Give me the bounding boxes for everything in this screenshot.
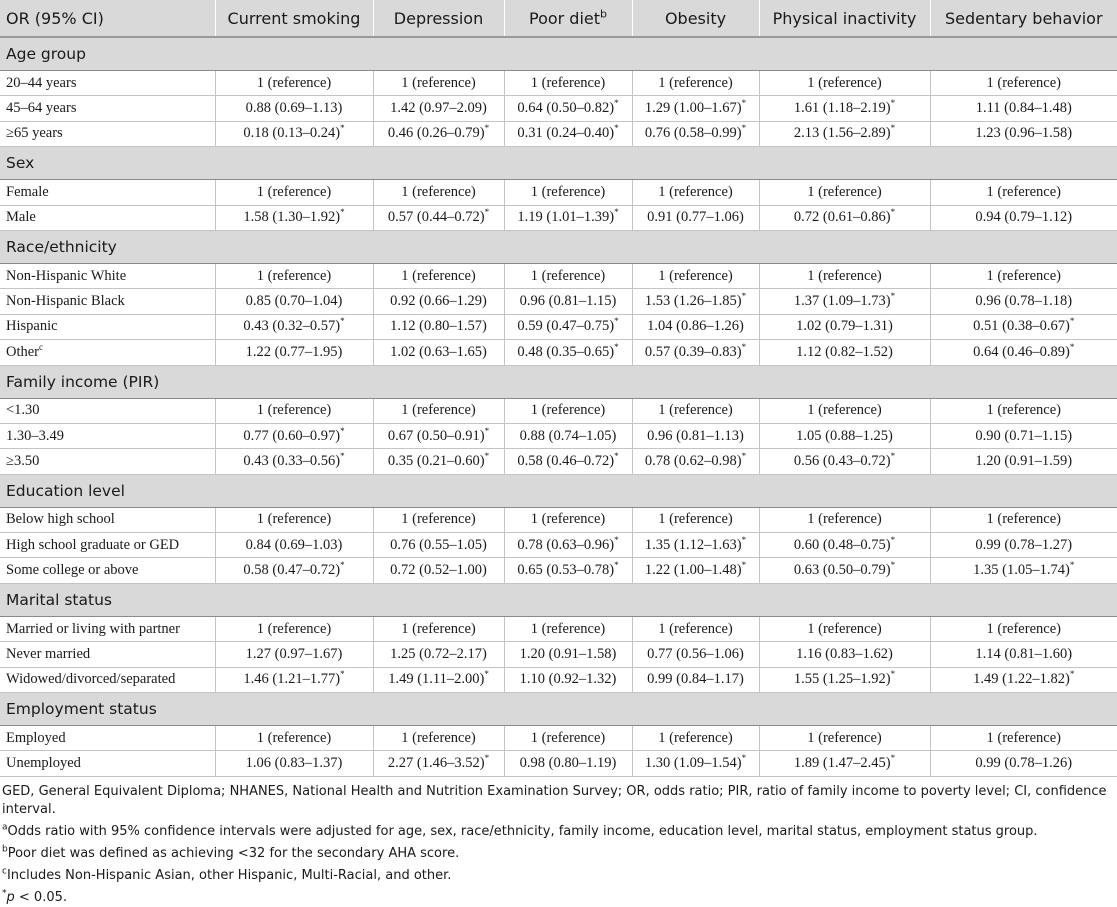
significance-mark: * xyxy=(340,425,345,436)
row-label: Female xyxy=(0,180,215,205)
table-cell: 1 (reference) xyxy=(373,398,504,423)
table-cell: 0.63 (0.50–0.79)* xyxy=(759,558,930,583)
footnote-a: $^a$Odds ratio with 95% confidence intervals were adjusted for age, sex, race/ethnicity, family income, education level, marital status, employment status group. xyxy=(2,822,1038,839)
table-cell: 2.13 (1.56–2.89)* xyxy=(759,121,930,146)
row-label: Other$^c$ xyxy=(0,340,215,365)
table-row xyxy=(0,71,1117,96)
table-cell: 0.57 (0.39–0.83)* xyxy=(632,340,759,365)
significance-mark: * xyxy=(741,451,747,462)
table-row xyxy=(0,263,1117,288)
table-cell: 1 (reference) xyxy=(215,263,373,288)
significance-mark: * xyxy=(340,669,345,680)
table-cell: 1.22 (0.77–1.95) xyxy=(215,340,373,365)
footnote-abbreviations: GED, General Equivalent Diploma; NHANES, National Health and Nutrition Examination Survey; OR, odds ratio; PIR, ratio of family income to poverty level; CI, confidence interval. xyxy=(2,783,1107,817)
table-cell: 0.18 (0.13–0.24)* xyxy=(215,121,373,146)
group-title: Race/ethnicity xyxy=(0,230,1117,263)
table-cell: 0.65 (0.53–0.78)* xyxy=(504,558,632,583)
table-cell: 1.02 (0.79–1.31) xyxy=(759,314,930,339)
table-cell: 1 (reference) xyxy=(632,71,759,96)
significance-mark: * xyxy=(614,316,619,327)
table-cell: 1.12 (0.80–1.57) xyxy=(373,314,504,339)
table-row xyxy=(0,449,1117,474)
significance-mark: * xyxy=(484,123,490,134)
table-row xyxy=(0,205,1117,230)
table-cell: 1.29 (1.00–1.67)* xyxy=(632,96,759,121)
significance-mark: * xyxy=(741,123,747,134)
table-row xyxy=(0,533,1117,558)
table-cell: 1.05 (0.88–1.25) xyxy=(759,423,930,448)
table-cell: 1.46 (1.21–1.77)* xyxy=(215,667,373,692)
table-cell: 0.99 (0.78–1.27) xyxy=(930,533,1117,558)
significance-mark: * xyxy=(741,534,747,545)
table-cell: 1 (reference) xyxy=(373,263,504,288)
group-header-row xyxy=(0,365,1117,398)
significance-mark: * xyxy=(741,98,747,109)
table-cell: 0.77 (0.56–1.06) xyxy=(632,642,759,667)
table-cell: 1 (reference) xyxy=(504,398,632,423)
table-cell: 0.96 (0.81–1.15) xyxy=(504,289,632,314)
table-cell: 0.64 (0.50–0.82)* xyxy=(504,96,632,121)
table-cell: 0.96 (0.78–1.18) xyxy=(930,289,1117,314)
table-cell: 1.14 (0.81–1.60) xyxy=(930,642,1117,667)
table-cell: 1.20 (0.91–1.59) xyxy=(930,449,1117,474)
table-cell: 0.58 (0.47–0.72)* xyxy=(215,558,373,583)
table-cell: 1.02 (0.63–1.65) xyxy=(373,340,504,365)
significance-mark: * xyxy=(484,451,490,462)
table-cell: 1.61 (1.18–2.19)* xyxy=(759,96,930,121)
table-cell: 1.04 (0.86–1.26) xyxy=(632,314,759,339)
table-cell: 1 (reference) xyxy=(215,180,373,205)
table-cell: 1.37 (1.09–1.73)* xyxy=(759,289,930,314)
significance-mark: * xyxy=(340,207,345,218)
table-cell: 1 (reference) xyxy=(215,398,373,423)
group-title: Age group xyxy=(0,37,1117,71)
table-cell: 1 (reference) xyxy=(215,71,373,96)
table-cell: 0.56 (0.43–0.72)* xyxy=(759,449,930,474)
table-cell: 1.35 (1.05–1.74)* xyxy=(930,558,1117,583)
header-footnote-mark: b xyxy=(600,7,608,21)
table-cell: 0.84 (0.69–1.03) xyxy=(215,533,373,558)
table-cell: 1.23 (0.96–1.58) xyxy=(930,121,1117,146)
table-cell: 1 (reference) xyxy=(632,726,759,751)
table-cell: 0.78 (0.63–0.96)* xyxy=(504,533,632,558)
row-label: ≥65 years xyxy=(0,121,215,146)
row-label: 45–64 years xyxy=(0,96,215,121)
table-cell: 0.88 (0.74–1.05) xyxy=(504,423,632,448)
significance-mark: * xyxy=(614,98,619,109)
table-row xyxy=(0,642,1117,667)
significance-mark: * xyxy=(614,341,619,352)
table-cell: 1 (reference) xyxy=(632,507,759,532)
significance-mark: * xyxy=(484,753,490,764)
table-cell: 1 (reference) xyxy=(215,616,373,641)
table-cell: 1.10 (0.92–1.32) xyxy=(504,667,632,692)
table-cell: 0.90 (0.71–1.15) xyxy=(930,423,1117,448)
table-cell: 0.78 (0.62–0.98)* xyxy=(632,449,759,474)
table-cell: 1.49 (1.11–2.00)* xyxy=(373,667,504,692)
header-col-3: Poor diet$^b$ xyxy=(504,0,632,37)
significance-mark: * xyxy=(484,425,490,436)
table-cell: 1.53 (1.26–1.85)* xyxy=(632,289,759,314)
group-header-row xyxy=(0,37,1117,71)
row-label: Hispanic xyxy=(0,314,215,339)
table-cell: 0.76 (0.58–0.99)* xyxy=(632,121,759,146)
table-cell: 1 (reference) xyxy=(930,180,1117,205)
table-cell: 1 (reference) xyxy=(373,71,504,96)
table-cell: 1 (reference) xyxy=(215,726,373,751)
table-row xyxy=(0,121,1117,146)
row-label: <1.30 xyxy=(0,398,215,423)
table-cell: 0.43 (0.32–0.57)* xyxy=(215,314,373,339)
table-row xyxy=(0,616,1117,641)
footnote-significance: *p < 0.05. xyxy=(2,888,68,905)
table-cell: 1 (reference) xyxy=(373,616,504,641)
table-row xyxy=(0,667,1117,692)
significance-mark: * xyxy=(890,669,896,680)
table-cell: 1 (reference) xyxy=(504,263,632,288)
table-cell: 1.27 (0.97–1.67) xyxy=(215,642,373,667)
significance-mark: * xyxy=(1069,669,1075,680)
table-cell: 0.96 (0.81–1.13) xyxy=(632,423,759,448)
table-cell: 1 (reference) xyxy=(504,71,632,96)
table-cell: 1 (reference) xyxy=(632,263,759,288)
table-cell: 1 (reference) xyxy=(373,507,504,532)
table-cell: 0.98 (0.80–1.19) xyxy=(504,751,632,776)
table-row xyxy=(0,96,1117,121)
table-row xyxy=(0,314,1117,339)
header-col-4: Obesity xyxy=(632,0,759,37)
table-cell: 1.42 (0.97–2.09) xyxy=(373,96,504,121)
table-row xyxy=(0,751,1117,776)
table-cell: 1 (reference) xyxy=(759,726,930,751)
row-label: Non-Hispanic Black xyxy=(0,289,215,314)
group-title: Marital status xyxy=(0,583,1117,616)
table-cell: 1 (reference) xyxy=(215,507,373,532)
table-cell: 1.58 (1.30–1.92)* xyxy=(215,205,373,230)
table-cell: 0.94 (0.79–1.12) xyxy=(930,205,1117,230)
significance-mark: * xyxy=(614,123,619,134)
table-cell: 1 (reference) xyxy=(504,507,632,532)
table-cell: 0.77 (0.60–0.97)* xyxy=(215,423,373,448)
table-cell: 1.35 (1.12–1.63)* xyxy=(632,533,759,558)
table-cell: 0.85 (0.70–1.04) xyxy=(215,289,373,314)
significance-mark: * xyxy=(614,534,619,545)
significance-mark: * xyxy=(1069,316,1075,327)
significance-mark: * xyxy=(614,451,619,462)
table-cell: 1 (reference) xyxy=(759,398,930,423)
group-title: Family income (PIR) xyxy=(0,365,1117,398)
table-cell: 1 (reference) xyxy=(504,726,632,751)
row-label: Some college or above xyxy=(0,558,215,583)
table-cell: 1 (reference) xyxy=(759,616,930,641)
table-cell: 1 (reference) xyxy=(632,180,759,205)
header-col-6: Sedentary behavior xyxy=(930,0,1117,37)
row-label: High school graduate or GED xyxy=(0,533,215,558)
row-footnote-mark: c xyxy=(39,341,44,352)
group-header-row xyxy=(0,583,1117,616)
table-cell: 0.76 (0.55–1.05) xyxy=(373,533,504,558)
footnote-b: $^b$Poor diet was defined as achieving <32 for the secondary AHA score. xyxy=(2,844,460,861)
significance-mark: * xyxy=(340,123,345,134)
group-header-row xyxy=(0,147,1117,180)
table-cell: 1 (reference) xyxy=(759,71,930,96)
header-or-ci: OR (95% CI) xyxy=(0,0,215,37)
table-cell: 0.99 (0.84–1.17) xyxy=(632,667,759,692)
significance-mark: * xyxy=(890,291,896,302)
significance-mark: * xyxy=(741,341,747,352)
row-label: 20–44 years xyxy=(0,71,215,96)
table-cell: 0.58 (0.46–0.72)* xyxy=(504,449,632,474)
table-cell: 0.46 (0.26–0.79)* xyxy=(373,121,504,146)
table-cell: 0.51 (0.38–0.67)* xyxy=(930,314,1117,339)
row-label: Employed xyxy=(0,726,215,751)
table-cell: 1 (reference) xyxy=(759,180,930,205)
group-header-row xyxy=(0,230,1117,263)
table-cell: 1 (reference) xyxy=(632,616,759,641)
table-row xyxy=(0,726,1117,751)
row-label: 1.30–3.49 xyxy=(0,423,215,448)
table-cell: 1 (reference) xyxy=(930,398,1117,423)
table-cell: 0.35 (0.21–0.60)* xyxy=(373,449,504,474)
group-title: Sex xyxy=(0,147,1117,180)
significance-mark: * xyxy=(890,207,896,218)
significance-mark: * xyxy=(614,207,619,218)
significance-mark: * xyxy=(340,560,345,571)
table-cell: 1.49 (1.22–1.82)* xyxy=(930,667,1117,692)
table-cell: 0.72 (0.52–1.00) xyxy=(373,558,504,583)
table-cell: 1 (reference) xyxy=(930,616,1117,641)
table-cell: 1 (reference) xyxy=(632,398,759,423)
table-row xyxy=(0,558,1117,583)
significance-mark: * xyxy=(1069,341,1075,352)
table-cell: 1 (reference) xyxy=(930,71,1117,96)
table-cell: 1.16 (0.83–1.62) xyxy=(759,642,930,667)
table-cell: 1.12 (0.82–1.52) xyxy=(759,340,930,365)
table-cell: 1.20 (0.91–1.58) xyxy=(504,642,632,667)
significance-mark: * xyxy=(890,98,896,109)
significance-mark: * xyxy=(890,451,896,462)
table-cell: 0.99 (0.78–1.26) xyxy=(930,751,1117,776)
table-cell: 1 (reference) xyxy=(759,263,930,288)
table-cell: 1 (reference) xyxy=(373,180,504,205)
footnotes xyxy=(0,777,1117,907)
row-label: Male xyxy=(0,205,215,230)
table-cell: 0.67 (0.50–0.91)* xyxy=(373,423,504,448)
table-cell: 1.89 (1.47–2.45)* xyxy=(759,751,930,776)
group-header-row xyxy=(0,474,1117,507)
table-cell: 0.91 (0.77–1.06) xyxy=(632,205,759,230)
table-cell: 1 (reference) xyxy=(504,180,632,205)
table-cell: 0.64 (0.46–0.89)* xyxy=(930,340,1117,365)
table-cell: 1.25 (0.72–2.17) xyxy=(373,642,504,667)
table-cell: 1.11 (0.84–1.48) xyxy=(930,96,1117,121)
table-row xyxy=(0,507,1117,532)
table-cell: 0.57 (0.44–0.72)* xyxy=(373,205,504,230)
footnote-c: $^c$Includes Non-Hispanic Asian, other Hispanic, Multi-Racial, and other. xyxy=(2,866,452,883)
table-cell: 0.72 (0.61–0.86)* xyxy=(759,205,930,230)
significance-mark: * xyxy=(890,123,896,134)
table-row xyxy=(0,398,1117,423)
significance-mark: * xyxy=(890,560,896,571)
table-cell: 1.55 (1.25–1.92)* xyxy=(759,667,930,692)
significance-mark: * xyxy=(614,560,619,571)
table-cell: 1 (reference) xyxy=(930,263,1117,288)
table-header-row xyxy=(0,0,1117,37)
row-label: Married or living with partner xyxy=(0,616,215,641)
table-cell: 0.31 (0.24–0.40)* xyxy=(504,121,632,146)
row-label: Widowed/divorced/separated xyxy=(0,667,215,692)
significance-mark: * xyxy=(484,669,489,680)
row-label: Never married xyxy=(0,642,215,667)
table-row xyxy=(0,180,1117,205)
table-row xyxy=(0,423,1117,448)
row-label: Unemployed xyxy=(0,751,215,776)
row-label: Non-Hispanic White xyxy=(0,263,215,288)
table-cell: 1 (reference) xyxy=(759,507,930,532)
significance-mark: * xyxy=(741,560,747,571)
significance-mark: * xyxy=(340,316,345,327)
table-body xyxy=(0,37,1117,776)
table-cell: 0.60 (0.48–0.75)* xyxy=(759,533,930,558)
table-cell: 0.88 (0.69–1.13) xyxy=(215,96,373,121)
table-cell: 1 (reference) xyxy=(504,616,632,641)
group-title: Employment status xyxy=(0,693,1117,726)
table-cell: 0.43 (0.33–0.56)* xyxy=(215,449,373,474)
significance-mark: * xyxy=(741,753,747,764)
group-header-row xyxy=(0,693,1117,726)
table-cell: 1.19 (1.01–1.39)* xyxy=(504,205,632,230)
table-cell: 2.27 (1.46–3.52)* xyxy=(373,751,504,776)
significance-mark: * xyxy=(741,291,747,302)
table-cell: 0.48 (0.35–0.65)* xyxy=(504,340,632,365)
table-row xyxy=(0,289,1117,314)
table-cell: 1.22 (1.00–1.48)* xyxy=(632,558,759,583)
table-cell: 1 (reference) xyxy=(373,726,504,751)
significance-mark: * xyxy=(340,451,345,462)
significance-mark: * xyxy=(1069,560,1075,571)
table-cell: 1.06 (0.83–1.37) xyxy=(215,751,373,776)
significance-mark: * xyxy=(890,753,896,764)
significance-mark: * xyxy=(890,534,896,545)
header-col-1: Current smoking xyxy=(215,0,373,37)
table-cell: 1 (reference) xyxy=(930,726,1117,751)
significance-mark: * xyxy=(484,207,490,218)
table-cell: 0.59 (0.47–0.75)* xyxy=(504,314,632,339)
table-cell: 1.30 (1.09–1.54)* xyxy=(632,751,759,776)
table-row xyxy=(0,340,1117,365)
header-col-2: Depression xyxy=(373,0,504,37)
row-label: ≥3.50 xyxy=(0,449,215,474)
row-label: Below high school xyxy=(0,507,215,532)
table-cell: 0.92 (0.66–1.29) xyxy=(373,289,504,314)
table-cell: 1 (reference) xyxy=(930,507,1117,532)
group-title: Education level xyxy=(0,474,1117,507)
header-col-5: Physical inactivity xyxy=(759,0,930,37)
